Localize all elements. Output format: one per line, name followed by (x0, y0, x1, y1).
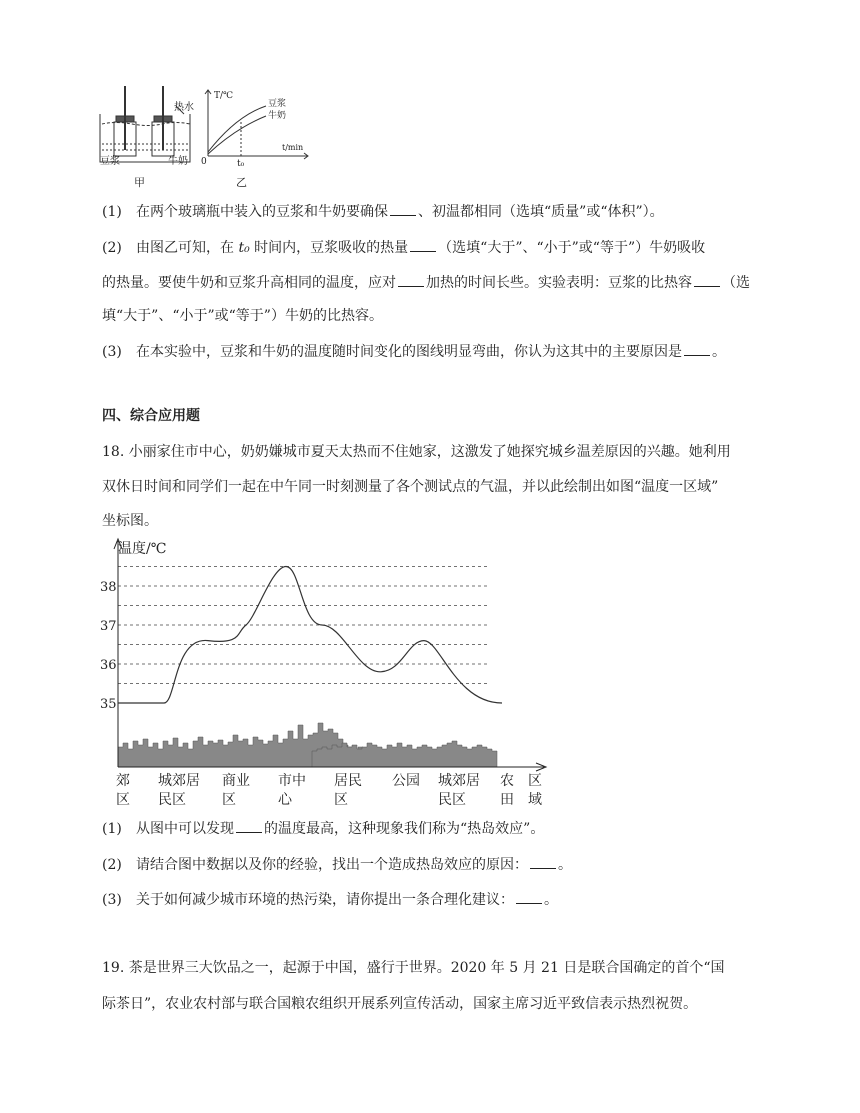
x-category-label: 田 (500, 792, 514, 808)
answer-blank[interactable] (694, 272, 720, 287)
q18-sub1: (1) 从图中可以发现 的温度最高，这种现象我们称为“热岛效应”。 (102, 818, 762, 839)
q17-sub2-line1: (2) 由图乙可知，在 t₀ 时间内，豆浆吸收的热量 （选填“大于”、“小于”或“等于”）牛奶吸收 (102, 237, 762, 258)
graph-axis-y: T/℃ (214, 91, 234, 101)
q19-text-line2: 际茶日”，农业农村部与联合国粮农组织开展系列宣传活动，国家主席习近平致信表示热烈祝贺。 (102, 996, 698, 1012)
x-category-label: 区 (528, 773, 542, 789)
y-tick-label: 37 (100, 619, 117, 634)
q18-text-line3: 坐标图。 (102, 513, 158, 529)
x-category-label: 商业 (222, 773, 250, 789)
x-category-label: 域 (528, 792, 542, 808)
answer-blank[interactable] (410, 237, 436, 252)
soy-curve (208, 106, 266, 152)
y-tick-label: 38 (100, 580, 117, 595)
y-axis-label: 温度/℃ (118, 541, 167, 557)
q18-sub2: (2) 请结合图中数据以及你的经验，找出一个造成热岛效应的原因： 。 (102, 854, 762, 875)
x-category-label: 心 (278, 792, 292, 808)
x-category-label: 区 (222, 792, 236, 808)
q17-sub2-line2: 的热量。要使牛奶和豆浆升高相同的温度，应对 加热的时间长些。实验表明：豆浆的比热容 （选 (102, 272, 762, 293)
q17-sub3: (3) 在本实验中，豆浆和牛奶的温度随时间变化的图线明显弯曲，你认为这其中的主要原因是 。 (102, 341, 762, 362)
x-category-label: 市中 (278, 773, 306, 789)
section-heading: 四、综合应用题 (102, 408, 200, 424)
y-tick-label: 35 (100, 697, 117, 712)
answer-blank[interactable] (516, 889, 542, 904)
y-ticks (100, 580, 117, 712)
x-category-label: 居民 (334, 773, 362, 789)
answer-blank[interactable] (236, 818, 262, 833)
hot-water-label: 热水 (174, 102, 194, 113)
city-skyline (118, 723, 497, 767)
graph-axis-x: t/min (282, 143, 304, 152)
beaker-apparatus (100, 86, 190, 162)
q17-sub1: (1) 在两个玻璃瓶中装入的豆浆和牛奶要确保 、初温都相同（选填“质量”或“体积”）。 (102, 201, 762, 222)
temperature-region-chart (96, 535, 556, 810)
x-category-label: 民区 (438, 792, 466, 808)
x-category-label: 区 (334, 792, 348, 808)
graph-origin: 0 (201, 157, 207, 167)
y-tick-label: 36 (100, 658, 117, 673)
x-category-label: 城郊居 (438, 773, 480, 789)
answer-blank[interactable] (684, 341, 710, 356)
x-category-label: 农 (500, 773, 514, 789)
x-category-label: 城郊居 (158, 773, 200, 789)
q17-figure (96, 84, 326, 192)
legend-soy: 豆浆 (268, 99, 287, 109)
soy-label: 豆浆 (100, 156, 120, 167)
legend-milk: 牛奶 (268, 111, 287, 121)
x-category-label: 郊 (116, 773, 130, 789)
x-category-label: 民区 (158, 792, 186, 808)
figure-label-jia: 甲 (134, 176, 145, 189)
q19-text-line1: 19. 茶是世界三大饮品之一，起源于中国，盛行于世界。2020 年 5 月 21 日是联合国确定的首个“国 (102, 960, 725, 976)
q18-sub3: (3) 关于如何减少城市环境的热污染，请你提出一条合理化建议： 。 (102, 889, 762, 910)
milk-label: 牛奶 (168, 156, 188, 167)
q17-sub2-line3: 填“大于”、“小于”或“等于”）牛奶的比热容。 (102, 308, 383, 324)
answer-blank[interactable] (398, 272, 424, 287)
x-categories (116, 772, 542, 808)
graph-t0: t₀ (237, 159, 245, 169)
x-category-label: 公园 (392, 773, 420, 789)
temperature-curve (118, 567, 502, 704)
q18-text-line2: 双休日时间和同学们一起在中午同一时刻测量了各个测试点的气温，并以此绘制出如图“温度一区域” (102, 479, 719, 495)
answer-blank[interactable] (530, 854, 556, 869)
x-category-label: 区 (116, 792, 130, 808)
chart-grid (118, 567, 488, 684)
answer-blank[interactable] (390, 201, 416, 216)
q18-text-line1: 18. 小丽家住市中心，奶奶嫌城市夏天太热而不住她家，这激发了她探究城乡温差原因的兴趣。她利用 (102, 444, 731, 460)
figure-label-yi: 乙 (236, 176, 247, 189)
